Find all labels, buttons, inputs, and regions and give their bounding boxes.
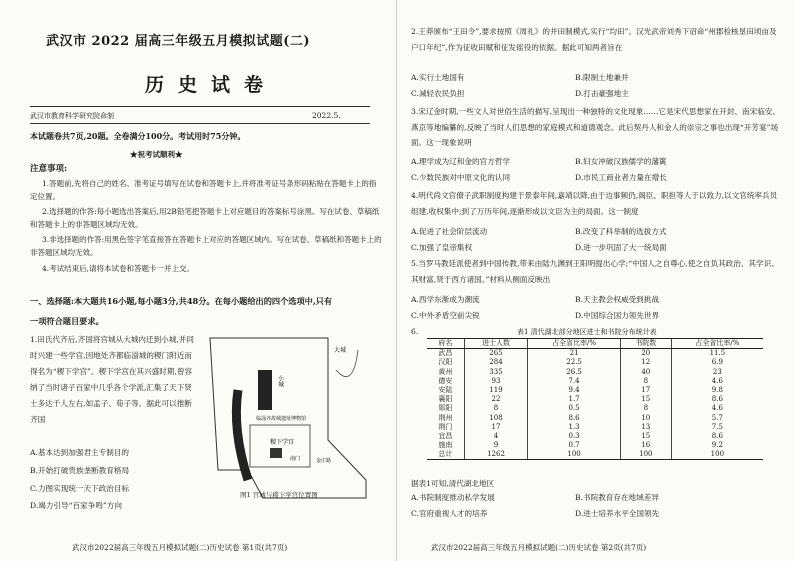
table-row: [427, 404, 763, 413]
q6-option-b: B.书院教育存在地域差异: [575, 493, 659, 502]
table-cell: 22: [464, 395, 528, 404]
table-cell: 德安: [438, 376, 453, 385]
q3-option-c: C.少数民族对中原文化的认同: [411, 173, 511, 182]
question-2-stem: 2.王莽颁布“王田令”,要求按照《周礼》的井田制模式,实行“均田”。汉光武帝刘秀下诏命“州郡检核垦田顷亩及户口年纪”,作为征收田赋和征发徭役的依据。据此可知两者旨在: [411, 27, 777, 52]
table-header: 书院数: [620, 339, 671, 349]
table-body: [427, 349, 763, 460]
map-caption: 图1 宫城与稷下学宫位置图: [240, 491, 318, 499]
exam-title: 武汉市 2022 届高三年级五月模拟试题(二): [46, 34, 311, 49]
section-heading: 一、选择题:本大题共16小题,每小题3分,共48分。在每小题给出的四个选项中,只有: [30, 296, 333, 306]
notes-title: 注意事项:: [30, 164, 68, 174]
table-cell: 1262: [464, 450, 528, 460]
palace-location-map: [208, 330, 368, 505]
table-cell: 13: [620, 423, 671, 432]
exam-page-2: [397, 0, 794, 561]
table-cell: 郧阳: [438, 404, 453, 413]
table-cell: 8.6: [671, 432, 763, 441]
q3-option-a: A.理学成为辽和金的官方哲学: [411, 157, 511, 166]
table-row: [427, 414, 763, 423]
table-cell: 0.5: [528, 404, 621, 413]
header-rule-bottom: [30, 123, 370, 124]
table-caption: 表1 清代湖北部分地区进士和书院分布统计表: [517, 328, 657, 336]
table-cell: 100: [671, 450, 763, 460]
table-cell: 17: [620, 386, 671, 395]
table-cell: 荆门: [438, 422, 453, 431]
good-luck: ★祝考试顺利★: [130, 150, 183, 159]
table-cell: 施南: [438, 441, 453, 450]
note-4: 4.考试结束后,请将本试卷和答题卡一并上交。: [42, 264, 195, 273]
table-cell: 6.9: [671, 358, 763, 367]
table-cell: 总计: [427, 450, 464, 460]
table-row: [427, 395, 763, 404]
q1-option-d: D.竭力引导“百家争鸣”方向: [30, 501, 122, 510]
map-label-museum: 临淄齐故城遗址博物馆: [256, 416, 307, 422]
table-cell: 119: [464, 386, 528, 395]
table-cell: 9.2: [671, 441, 763, 450]
table-row: [427, 349, 763, 359]
table-cell: 8.6: [528, 414, 621, 423]
issuer: 武汉市教育科学研究院命制: [30, 112, 114, 120]
table-cell: 荆州: [438, 413, 453, 422]
q6-option-a: A.书院制度推动私学发展: [411, 493, 495, 502]
table-cell: 16: [620, 441, 671, 450]
table-cell: 安陆: [438, 386, 453, 395]
table-cell: 4: [464, 432, 528, 441]
table-header: 占全省比率/%: [528, 339, 621, 349]
table-header: 进士人数: [464, 339, 528, 349]
map-label-gate: 南门: [290, 456, 301, 462]
table-cell: 26.5: [528, 368, 621, 377]
table-cell: 8: [464, 404, 528, 413]
q5-option-a: A.西学东渐成为潮流: [411, 295, 480, 304]
table-cell: 17: [464, 423, 528, 432]
table-cell: 黄州: [438, 367, 453, 376]
q1-option-a: A.基本达到加强君主专制目的: [30, 448, 130, 457]
table-cell: 7.5: [671, 423, 763, 432]
table-cell: 1.3: [528, 423, 621, 432]
table-cell: 7.4: [528, 377, 621, 386]
table-cell: 100: [620, 450, 671, 460]
palace-block: [258, 370, 272, 410]
table-cell: 20: [620, 349, 671, 359]
table-cell: 9: [464, 441, 528, 450]
table-row: [427, 441, 763, 450]
page-2-footer: 武汉市2022届高三年级五月模拟试题(二)历史试卷 第2页(共7页): [431, 543, 647, 552]
subject-title: 历史试卷: [145, 74, 278, 96]
table-cell: 15: [620, 395, 671, 404]
table-cell: 22.5: [528, 358, 621, 367]
table-row: [427, 450, 763, 460]
q5-option-c: C.中外矛盾空前尖锐: [411, 311, 480, 320]
map-label-small-city: 小城: [276, 375, 284, 387]
table-cell: 0.3: [528, 432, 621, 441]
question-3-stem: 3.宋辽金时期,一些文人对世俗生活的描写,呈现出一种独特的文化现象……它是宋代思想家在开封、南宋临安、燕京等地编纂的,反映了当时人们思想的家庭模式和道德观念。此后契丹人和金人的崇宗之事也出现“开芳宴”场面。这一现象说明: [411, 107, 780, 148]
page-1-footer: 武汉市2022届高三年级五月模拟试题(二)历史试卷 第1页(共7页): [72, 543, 288, 552]
q6-lead: 据表1可知,清代湖北地区: [411, 479, 495, 488]
table-cell: 汉阳: [438, 358, 453, 367]
section-heading-cont: 一项符合题目要求。: [30, 316, 104, 326]
table-cell: 1.7: [528, 395, 621, 404]
q4-option-b: B.改变了科举制的选拔方式: [575, 227, 667, 236]
q5-option-d: D.中国综合国力领先世界: [575, 311, 660, 320]
table-cell: 23: [671, 368, 763, 377]
table-header: 府名: [427, 339, 464, 349]
q4-option-c: C.加强了皇帝集权: [411, 243, 473, 252]
q4-option-d: D.进一步巩固了大一统局面: [575, 243, 667, 252]
map-label-academy: 稷下学宫: [270, 439, 295, 446]
table-cell: 40: [620, 368, 671, 377]
table-cell: 8: [620, 404, 671, 413]
table-header: 占全省比率/%: [671, 339, 763, 349]
table-cell: 8: [620, 377, 671, 386]
question-1-stem: 1.田氏代齐后,齐国将宫城从大城内迁到小城,并同时兴建一些学宫,因地处齐都临淄城的稷门附近而得名为“稷下学宫”。稷下学宫在其兴盛时期,曾容纳了当时诸子百家中几乎各个学派,汇集了天下贤士多达千人左右,如孟子、荀子等。据此可以推断齐国: [30, 335, 194, 424]
note-1: 1.答题前,先将自己的姓名、准考证号填写在试卷和答题卡上,并将准考证号条形码粘贴在答题卡上的指定位置。: [30, 179, 377, 201]
q4-option-a: A.促进了社会阶层流动: [411, 227, 488, 236]
q2-option-b: B.限制土地兼并: [575, 73, 629, 82]
exam-date: 2022.5.: [312, 111, 341, 120]
table-cell: 93: [464, 377, 528, 386]
table-cell: 9.8: [671, 386, 763, 395]
table-row: [427, 386, 763, 395]
table-cell: 11.5: [671, 349, 763, 359]
table-cell: 0.7: [528, 441, 621, 450]
table-header-row: [427, 339, 763, 349]
map-label-big-city: 大城: [334, 347, 347, 354]
question-6-number: 6.: [411, 327, 419, 336]
table-row: [427, 377, 763, 386]
table-row: [427, 432, 763, 441]
jinshi-academy-table: [427, 338, 763, 460]
q2-option-c: C.减轻农民负担: [411, 89, 465, 98]
table-cell: 襄阳: [438, 395, 453, 404]
exam-info: 本试题卷共7页,20题。全卷满分100分。考试用时75分钟。: [30, 131, 246, 141]
question-5-stem: 5.当罗马教廷派使者到中国传教,带来由陆九渊到王阳明提出心学;“中国人之自尊心,使之自负其政治、其学识、其财富,贤于西方诸国。”材料从侧面反映出: [411, 259, 779, 284]
note-2: 2.选择题的作答:每小题选出答案后,用2B铅笔把答题卡上对应题目的答案标号涂黑。写在试卷、草稿纸和答题卡上的非答题区域均无效。: [30, 207, 380, 229]
q5-option-b: B.天主教会权威受到挑战: [575, 295, 659, 304]
table-row: [427, 423, 763, 432]
table-cell: 9.4: [528, 386, 621, 395]
q6-option-c: C.官府重视人才的培养: [411, 509, 488, 518]
table-cell: 335: [464, 368, 528, 377]
q2-option-d: D.打击豪强地主: [575, 89, 629, 98]
table-cell: 宜昌: [438, 431, 453, 440]
q1-option-c: C.力图实现统一天下政治目标: [30, 484, 130, 493]
table-cell: 10: [620, 414, 671, 423]
q6-option-d: D.进士培养水平全国领先: [575, 509, 660, 518]
table-cell: 284: [464, 358, 528, 367]
table-cell: 4.6: [671, 377, 763, 386]
table-cell: 108: [464, 414, 528, 423]
table-row: [427, 358, 763, 367]
q1-option-b: B.开始打破贵族垄断教育格局: [30, 466, 130, 475]
note-3: 3.非选择题的作答:用黑色签字笔直接答在答题卡上对应的答题区域内。写在试卷、草稿纸和答题卡上的非答题区域均无效。: [30, 235, 382, 257]
table-cell: 265: [464, 349, 528, 359]
table-cell: 5.7: [671, 414, 763, 423]
table-cell: 武昌: [438, 349, 453, 358]
question-4-stem: 4.明代尚文官僚子武职制度构建于景泰年间,嘉靖以降,由于边事频仍,阁臣、职担等人于以致力,以文官统率兵员组建,收权集中;到了万历年间,逐渐形成以文臣为主的局面。这一制度: [411, 191, 778, 216]
table-cell: 100: [528, 450, 621, 460]
q3-option-b: B.妇女冲破汉族儒学的藩篱: [575, 157, 667, 166]
table-cell: 4.6: [671, 404, 763, 413]
map-label-road: 金庄路: [316, 458, 332, 464]
q2-option-a: A.实行土地国有: [411, 73, 465, 82]
table-cell: 21: [528, 349, 621, 359]
table-cell: 8.6: [671, 395, 763, 404]
q3-option-d: D.市民工商业者力量在增长: [575, 173, 667, 182]
table-cell: 12: [620, 358, 671, 367]
table-cell: 15: [620, 432, 671, 441]
table-row: [427, 368, 763, 377]
header-rule-top: [30, 106, 370, 107]
